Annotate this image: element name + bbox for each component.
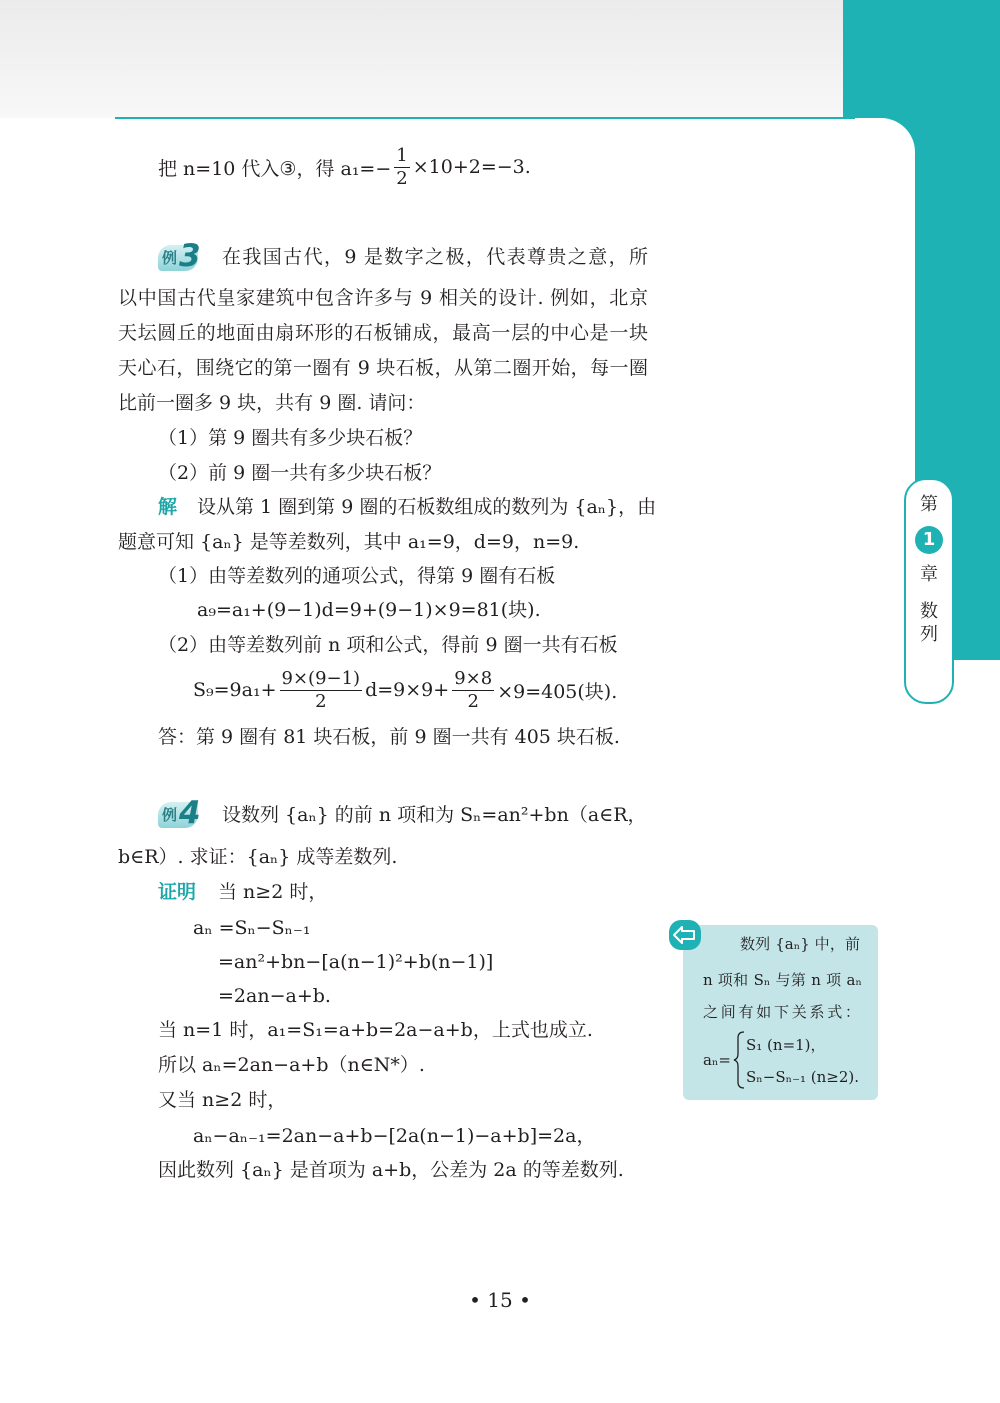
chapter-tab [904, 478, 954, 704]
formula-segment: S₉=9a₁+ [193, 679, 277, 701]
side-note-line: 之间有如下关系式： [703, 1003, 860, 1021]
chapter-title-char: 数 [920, 601, 938, 622]
fraction [394, 145, 409, 190]
proof-line: 因此数列 {aₙ} 是首项为 a+b，公差为 2a 的等差数列. [158, 1159, 624, 1181]
header-rule [115, 117, 855, 119]
fraction-denominator: 2 [467, 690, 479, 712]
proof-formula-line: =an²+bn−[a(n−1)²+b(n−1)] [218, 951, 494, 973]
solution-label: 解 [158, 496, 178, 518]
badge-number: 3 [179, 238, 201, 274]
example-3-question: （1）第 9 圈共有多少块石板？ [158, 427, 423, 449]
formula-segment: d=9×9+ [365, 679, 450, 701]
side-note-line: 数列 {aₙ} 中，前 [740, 935, 860, 953]
side-note-formula-lhs: aₙ= [703, 1051, 732, 1069]
arrow-left-icon [668, 919, 702, 951]
example-3-answer: 答：第 9 圈有 81 块石板，前 9 圈一共有 405 块石板. [158, 726, 620, 748]
side-note-case-1: S₁ (n=1)， [746, 1036, 826, 1054]
sum-formula-line [193, 664, 617, 716]
example-3-problem-line: 比前一圈多 9 块，共有 9 圈. 请问： [118, 392, 426, 414]
intro-line [158, 141, 531, 193]
intro-text-after: ×10+2=−3. [412, 156, 531, 178]
solution-formula-line: a₉=a₁+(9−1)d=9+(9−1)×9=81(块). [197, 599, 541, 621]
fraction-denominator: 2 [396, 167, 408, 189]
fraction-numerator: 9×8 [454, 667, 493, 689]
solution-line: 题意可知 {aₙ} 是等差数列，其中 a₁=9，d=9，n=9. [118, 531, 580, 553]
side-note-line: n 项和 Sₙ 与第 n 项 aₙ [703, 971, 862, 989]
solution-line: （1）由等差数列的通项公式，得第 9 圈有石板 [158, 565, 556, 587]
solution-line: 设从第 1 圈到第 9 圈的石板数组成的数列为 {aₙ}，由 [197, 496, 657, 518]
solution-line: （2）由等差数列前 n 项和公式，得前 9 圈一共有石板 [158, 634, 618, 656]
proof-formula-line: =2an−a+b. [218, 985, 331, 1007]
chapter-zhang: 章 [920, 564, 938, 585]
formula-segment: ×9=405(块). [497, 680, 618, 703]
example-3-problem-line: 在我国古代，9 是数字之极，代表尊贵之意，所 [222, 246, 648, 268]
example-3-problem-line: 天坛圆丘的地面由扇环形的石板铺成，最高一层的中心是一块 [118, 322, 648, 344]
badge-number: 4 [179, 795, 201, 831]
fraction-numerator: 9×(9−1) [281, 667, 361, 689]
proof-line: 当 n≥2 时， [218, 881, 328, 903]
proof-label: 证明 [158, 881, 197, 903]
example-3-problem-line: 以中国古代皇家建筑中包含许多与 9 相关的设计. 例如，北京 [118, 287, 648, 309]
proof-formula-line: aₙ−aₙ₋₁=2an−a+b−[2a(n−1)−a+b]=2a， [193, 1125, 596, 1147]
example-4-problem-line: 设数列 {aₙ} 的前 n 项和为 Sₙ=an²+bn（a∈R， [222, 804, 647, 826]
example-4-problem-line: b∈R）. 求证：{aₙ} 成等差数列. [118, 846, 398, 868]
example-4-badge [158, 797, 208, 832]
fraction-numerator: 1 [396, 144, 408, 166]
fraction [452, 668, 494, 713]
proof-formula-line: aₙ =Sₙ−Sₙ₋₁ [193, 917, 311, 939]
side-note-case-2: Sₙ−Sₙ₋₁ (n≥2). [746, 1068, 860, 1086]
proof-line: 所以 aₙ=2an−a+b（n∈N*）. [158, 1054, 425, 1076]
page-number: • 15 • [469, 1288, 531, 1312]
left-brace-icon [733, 1031, 745, 1089]
example-3-problem-line: 天心石，围绕它的第一圈有 9 块石板，从第二圈开始，每一圈 [118, 357, 648, 379]
fraction [280, 668, 363, 713]
badge-label: 例 [162, 806, 178, 824]
chapter-number: 1 [915, 526, 943, 554]
example-3-question: （2）前 9 圈一共有多少块石板？ [158, 462, 442, 484]
chapter-title-char: 列 [920, 624, 938, 645]
fraction-denominator: 2 [315, 690, 327, 712]
proof-line: 当 n=1 时，a₁=S₁=a+b=2a−a+b，上式也成立. [158, 1019, 593, 1041]
proof-line: 又当 n≥2 时， [158, 1089, 287, 1111]
example-3-badge [158, 240, 208, 275]
intro-text-before: 把 n=10 代入③，得 a₁=− [158, 157, 392, 180]
chapter-di: 第 [920, 494, 938, 515]
badge-label: 例 [162, 249, 178, 267]
